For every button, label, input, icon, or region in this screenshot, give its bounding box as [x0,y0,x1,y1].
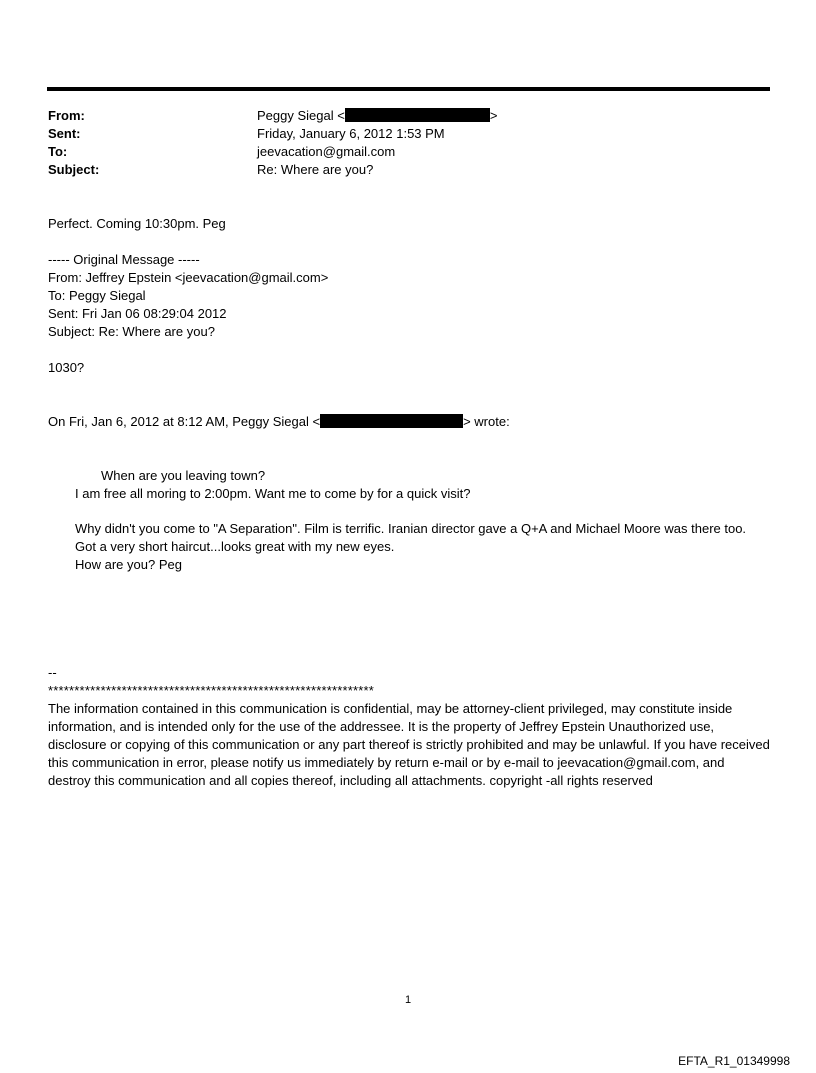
email-header [48,107,770,179]
sent-row [48,125,770,143]
subject-label: Subject: [48,162,100,177]
quoted-line-3: Why didn't you come to "A Separation". Film is terrific. Iranian director gave a Q+A and Michael Moore was there too. [75,521,747,536]
quoted-line-2: I am free all moring to 2:00pm. Want me to come by for a quick visit? [75,486,471,501]
from-label: From: [48,108,85,123]
quoted-intro-prefix: On Fri, Jan 6, 2012 at 8:12 AM, Peggy Siegal < [48,414,321,429]
redaction-box [345,108,490,122]
quoted-message-2 [48,520,770,574]
to-value: jeevacation@gmail.com [257,144,396,159]
from-row [48,107,770,125]
header-rule [47,87,770,91]
signature-footer [48,664,770,790]
sent-label: Sent: [48,126,81,141]
footer-stars: ************************************************************** [48,683,375,698]
quoted-intro [48,413,770,431]
footer-dashes: -- [48,665,57,680]
quoted-intro-suffix: > wrote: [463,414,510,429]
subject-row [48,161,770,179]
original-sent: Sent: Fri Jan 06 08:29:04 2012 [48,306,227,321]
quoted-message [48,467,770,503]
reply-text: Perfect. Coming 10:30pm. Peg [48,216,226,231]
subject-value: Re: Where are you? [257,162,374,177]
quoted-line-4: Got a very short haircut...looks great with my new eyes. [75,539,395,554]
original-subject: Subject: Re: Where are you? [48,324,215,339]
to-row [48,143,770,161]
sent-value: Friday, January 6, 2012 1:53 PM [257,126,445,141]
footer-disclaimer: The information contained in this communication is confidential, may be attorney-client privileged, may constitute inside information, and is intended only for the use of the addressee. It is the property of Jeffrey Epstein Unauthorized use, disclosure or copying of this communication or any part thereof is strictly prohibited and may be unlawful. If you have received this communication in error, please notify us immediately by return e-mail or by e-mail to jeevacation@gmail.com, and destroy this communication and all copies thereof, including all attachments. copyright -all rights reserved [48,701,770,788]
reply-body [48,215,770,233]
original-message [48,251,770,341]
quoted-line-5: How are you? Peg [75,557,182,572]
redaction-box [320,414,463,428]
original-to: To: Peggy Siegal [48,288,146,303]
original-separator: ----- Original Message ----- [48,252,200,267]
from-close: > [489,108,498,123]
original-body [48,359,770,377]
quoted-line-1: When are you leaving town? [101,468,266,483]
to-label: To: [48,144,68,159]
from-name: Peggy Siegal < [257,108,345,123]
original-body-text: 1030? [48,360,85,375]
bates-number: EFTA_R1_01349998 [678,1054,790,1068]
page-number: 1 [404,994,412,1006]
from-value [257,107,497,125]
original-from: From: Jeffrey Epstein <jeevacation@gmail.com> [48,270,329,285]
